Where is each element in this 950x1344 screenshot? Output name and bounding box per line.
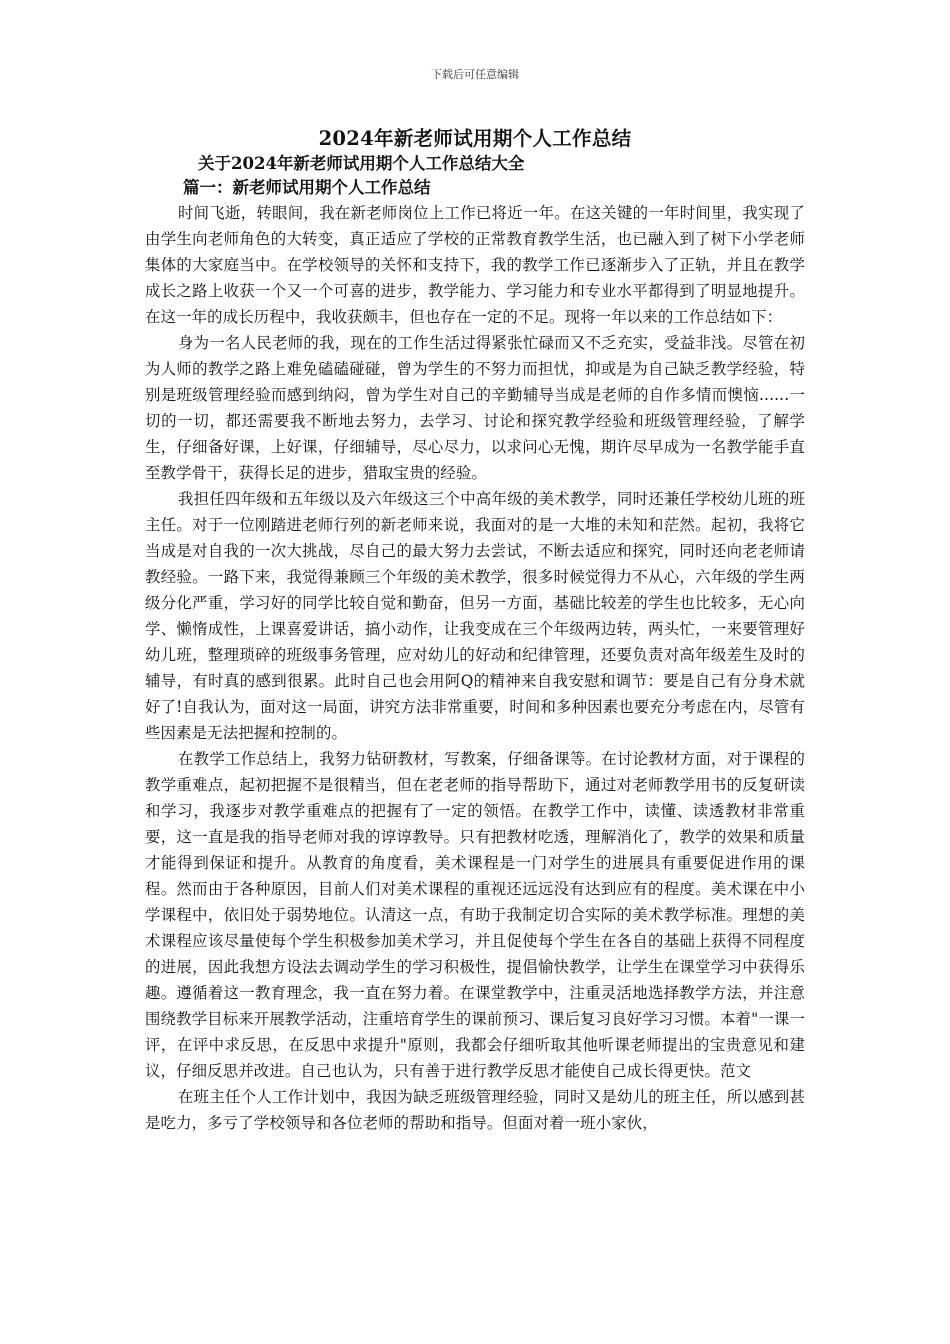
paragraph: 在班主任个人工作计划中，我因为缺乏班级管理经验，同时又是幼儿的班主任，所以感到甚是吃力，多亏了学校领导和各位老师的帮助和指导。但面对着一班小家伙， [145,1088,805,1132]
article-text [145,200,805,1136]
document-body [145,126,805,1136]
section-heading: 篇一：新老师试用期个人工作总结 [183,178,431,197]
document-subtitle: 关于2024年新老师试用期个人工作总结大全 [198,154,525,173]
page-header-note: 下载后可任意编辑 [431,68,519,81]
paragraph: 在教学工作总结上，我努力钻研教材，写教案，仔细备课等。在讨论教材方面，对于课程的教学重难点，起初把握不是很精当，但在老老师的指导帮助下，通过对老师教学用书的反复研读和学习，我逐步对教学重难点的把握有了一定的领悟。在教学工作中，读懂、读透教材非常重要，这一直是我的指导老师对我的谆谆教导。只有把教材吃透，理解消化了，教学的效果和质量才能得到保证和提升。从教育的角度看，美术课程是一门对学生的进展具有重要促进作用的课程。然而由于各种原因，目前人们对美术课程的重视还远远没有达到应有的程度。美术课在中小学课程中，依旧处于弱势地位。认清这一点，有助于我制定切合实际的美术教学标准。理想的美术课程应该尽量使每个学生积极参加美术学习，并且促使每个学生在各自的基础上获得不同程度的进展，因此我想方设法去调动学生的学习积极性，提倡愉快教学，让学生在课堂学习中获得乐趣。遵循着这一教育理念，我一直在努力着。在课堂教学中，注重灵活地选择教学方法，并注意围绕教学目标来开展教学活动，注重培育学生的课前预习、课后复习良好学习习惯。本着"一课一评，在评中求反思，在反思中求提升"原则，我都会仔细听取其他听课老师提出的宝贵意见和建议，仔细反思并改进。自己也认为，只有善于进行教学反思才能使自己成长得更快。范文 [145,750,805,1080]
paragraph: 身为一名人民老师的我，现在的工作生活过得紧张忙碌而又不乏充实，受益非浅。尽管在初为人师的教学之路上难免磕磕碰碰，曾为学生的不努力而担忧，抑或是为自己缺乏教学经验，特别是班级管理经验而感到纳闷，曾为学生对自己的辛勤辅导当成是老师的自作多情而懊恼......一切的一切，都还需要我不断地去努力，去学习、讨论和探究教学经验和班级管理经验，了解学生，仔细备好课，上好课，仔细辅导，尽心尽力，以求问心无愧，期许尽早成为一名教学能手直至教学骨干，获得长足的进步，猎取宝贵的经验。 [145,334,805,482]
document-title: 2024年新老师试用期个人工作总结 [318,127,632,150]
paragraph: 我担任四年级和五年级以及六年级这三个中高年级的美术教学，同时还兼任学校幼儿班的班主任。对于一位刚踏进老师行列的新老师来说，我面对的是一大堆的未知和茫然。起初，我将它当成是对自我的一次大挑战，尽自己的最大努力去尝试，不断去适应和探究，同时还向老老师请教经验。一路下来，我觉得兼顾三个年级的美术教学，很多时候觉得力不从心，六年级的学生两级分化严重，学习好的同学比较自觉和勤奋，但另一方面，基础比较差的学生也比较多，无心向学、懒惰成性，上课喜爱讲话，搞小动作，让我变成在三个年级两边转，两头忙，一来要管理好幼儿班，整理琐碎的班级事务管理，应对幼儿的好动和纪律管理，还要负责对高年级差生及时的辅导，有时真的感到很累。此时自己也会用阿Q的精神来自我安慰和调节：要是自己有分身术就好了!自我认为，面对这一局面，讲究方法非常重要，时间和多种因素也要充分考虑在内，尽管有些因素是无法把握和控制的。 [145,490,805,742]
paragraph: 时间飞逝，转眼间，我在新老师岗位上工作已将近一年。在这关键的一年时间里，我实现了由学生向老师角色的大转变，真正适应了学校的正常教育教学生活，也已融入到了树下小学老师集体的大家庭当中。在学校领导的关怀和支持下，我的教学工作已逐渐步入了正轨，并且在教学成长之路上收获一个又一个可喜的进步，教学能力、学习能力和专业水平都得到了明显地提升。在这一年的成长历程中，我收获颇丰，但也存在一定的不足。现将一年以来的工作总结如下： [145,204,805,326]
